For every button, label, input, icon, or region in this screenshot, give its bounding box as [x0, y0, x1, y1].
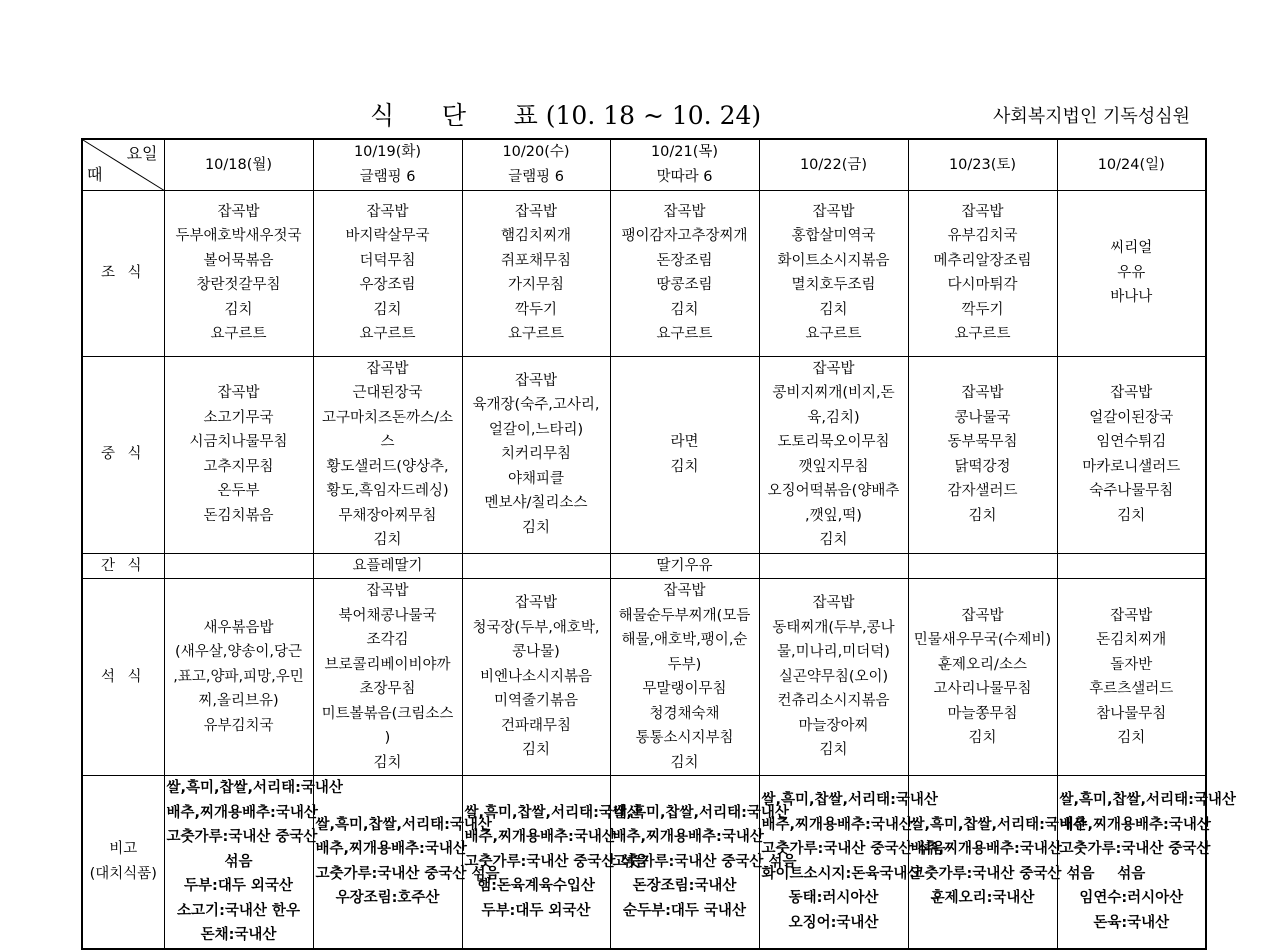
- menu-item: 마늘쫑무침: [947, 705, 1018, 722]
- menu-item: 동부묵무침: [947, 434, 1018, 450]
- menu-item: 근대된장국: [352, 385, 423, 401]
- menu-item: 땅콩조림: [656, 277, 713, 293]
- day-header: [610, 139, 759, 190]
- notes-label-line2: (대치식품): [89, 865, 157, 882]
- menu-item: 참나물무침: [1096, 705, 1167, 722]
- menu-cell: [313, 356, 462, 553]
- snack-cell: [759, 553, 908, 579]
- menu-item: 미트볼볶음(크림소스: [321, 705, 454, 722]
- menu-item: 깻잎지무침: [798, 458, 869, 475]
- origin-note-cell: [313, 776, 500, 949]
- menu-item: 멸치호두조림: [791, 277, 876, 293]
- origin-note-cell: [164, 776, 343, 949]
- origin-note-cell: [759, 776, 946, 949]
- menu-item: 청경채숙채: [649, 705, 720, 722]
- menu-item: 잡곡밥: [1110, 607, 1153, 624]
- origin-note-line: 고춧가루:국내산 중국산 섞음: [761, 841, 946, 858]
- menu-item: 해물순두부찌개(모듬: [618, 607, 751, 624]
- menu-item: 잡곡밥: [514, 372, 558, 389]
- day-date: 10/19(화): [353, 144, 422, 161]
- meal-label-lunch: 중 식: [82, 356, 164, 553]
- origin-note-cell: [1057, 776, 1236, 949]
- menu-item: 온두부: [217, 483, 260, 499]
- menu-cell: [313, 579, 462, 776]
- origin-note-line: 돈장조림:국내산: [632, 878, 737, 894]
- day-header: [908, 139, 1057, 190]
- menu-cell: [759, 579, 908, 776]
- origin-note-line: 순두부:대두 국내산: [623, 902, 746, 919]
- menu-item: 도토리묵오이무침: [777, 434, 890, 450]
- origin-note-line: 쌀,흑미,찹쌀,서리태:국내산: [464, 804, 641, 821]
- origin-note-line: 쌀,흑미,찹쌀,서리태:국내산: [315, 816, 492, 833]
- menu-item: 바지락살무국: [345, 228, 430, 244]
- notes-label-line1: 비고: [109, 841, 138, 858]
- origin-note-line: 소고기:국내산 한우: [177, 902, 300, 919]
- day-header: [313, 139, 462, 190]
- menu-item: 볼어묵볶음: [203, 252, 274, 269]
- menu-item: 김치: [819, 301, 848, 318]
- menu-item: 시금치나물무침: [189, 434, 288, 450]
- menu-item: 김치: [373, 532, 402, 548]
- origin-note-line: 쌀,흑미,찹쌀,서리태:국내산: [166, 780, 343, 796]
- snack-cell: 요플레딸기: [313, 553, 462, 579]
- menu-item: 콩비지찌개(비지,돈: [772, 385, 895, 401]
- origin-note-line: 고춧가루:국내산 중국산 섞음: [315, 865, 500, 882]
- origin-note-line: 고춧가루:국내산 중국산 섞음: [464, 853, 649, 870]
- origin-note-line: 섞음: [1117, 865, 1146, 882]
- origin-note-line: 배추,찌개용배추:국내산: [315, 841, 467, 858]
- origin-note-line: 고춧가루:국내산 중국산 섞음: [612, 853, 797, 870]
- menu-cell: [908, 356, 1057, 553]
- menu-cell: [759, 356, 908, 553]
- origin-note-line: 오징어:국내산: [788, 914, 879, 931]
- day-program: 글램핑 6: [508, 168, 564, 185]
- snack-cell: 딸기우유: [610, 553, 759, 579]
- notes-row: [82, 776, 1206, 949]
- origin-note-line: 배추,찌개용배추:국내산: [910, 841, 1062, 858]
- menu-item: 잡곡밥: [366, 203, 409, 220]
- menu-item: 청국장(두부,애호박,: [472, 619, 600, 636]
- corner-cell: [82, 139, 164, 190]
- menu-item: 요구르트: [507, 326, 565, 342]
- origin-note-line: 고춧가루:국내산 중국산: [166, 829, 318, 845]
- menu-item: 고구마치즈돈까스/소: [322, 409, 453, 426]
- origin-note-line: 돈육:국내산: [1093, 914, 1170, 931]
- menu-item: 창란젓갈무침: [196, 277, 281, 293]
- menu-item: 요구르트: [656, 326, 713, 342]
- menu-item: 잡곡밥: [217, 203, 260, 220]
- menu-item: 김치: [819, 742, 848, 759]
- meal-label-dinner: 석 식: [82, 579, 164, 776]
- menu-item: 새우볶음밥: [203, 619, 274, 636]
- origin-note-line: 쌀,흑미,찹쌀,서리태:국내산: [1059, 792, 1236, 809]
- menu-item: 요구르트: [210, 326, 267, 342]
- menu-item: 후르츠샐러드: [1089, 681, 1174, 697]
- menu-item: 야채피클: [507, 470, 565, 487]
- menu-item: 찌,올리브유): [198, 693, 279, 710]
- meal-label-breakfast: 조 식: [82, 190, 164, 356]
- menu-item: 우장조림: [359, 277, 416, 293]
- menu-cell: [1057, 190, 1206, 356]
- menu-item: 초장무침: [359, 681, 416, 697]
- menu-item: 치커리무침: [500, 446, 572, 463]
- day-date: 10/21(목): [650, 144, 719, 161]
- page-title: 식 단 표 (10. 18 ~ 10. 24): [370, 101, 762, 130]
- menu-cell: [164, 579, 313, 776]
- day-date: 10/23(토): [948, 156, 1017, 173]
- origin-note-line: 훈제오리:국내산: [930, 890, 1035, 907]
- menu-item: (새우살,양송이,당근: [175, 644, 302, 661]
- dinner-row: [82, 579, 1206, 776]
- menu-cell: [1057, 579, 1206, 776]
- day-header: [1057, 139, 1206, 190]
- menu-item: 햄김치찌개: [500, 228, 572, 244]
- menu-item: 오징어떡볶음(양배추: [767, 483, 900, 499]
- menu-item: 화이트소시지볶음: [777, 252, 890, 269]
- origin-note-line: 배추,찌개용배추:국내산: [166, 804, 318, 821]
- menu-item: 감자샐러드: [947, 483, 1018, 499]
- origin-note-line: 햄:돈육계육수입산: [477, 878, 595, 894]
- menu-item: 잡곡밥: [514, 595, 558, 612]
- breakfast-row: [82, 190, 1206, 356]
- menu-cell: [462, 356, 610, 553]
- menu-item: 잡곡밥: [961, 385, 1004, 401]
- lunch-row: [82, 356, 1206, 553]
- menu-item: 콩나물국: [954, 409, 1011, 426]
- day-date: 10/24(일): [1097, 156, 1165, 173]
- menu-item: 김치: [1117, 507, 1146, 524]
- menu-cell: [462, 579, 610, 776]
- menu-item: 육,김치): [807, 409, 860, 426]
- menu-cell: [164, 356, 313, 553]
- menu-item: 잡곡밥: [812, 203, 855, 220]
- origin-note-line: 쌀,흑미,찹쌀,서리태:국내산: [910, 816, 1087, 833]
- menu-item: 브로콜리베이비야까: [324, 656, 451, 673]
- origin-note-line: 동태:러시아산: [788, 890, 879, 907]
- menu-item: 닭떡강정: [954, 458, 1011, 475]
- menu-item: 김치: [521, 519, 550, 536]
- snack-cell: [164, 553, 313, 579]
- menu-item: 돈김치볶음: [203, 507, 274, 524]
- menu-item: 유부김치국: [203, 717, 274, 734]
- menu-item: 김치: [670, 301, 699, 318]
- menu-item: 잡곡밥: [1110, 385, 1153, 401]
- menu-cell: [610, 190, 759, 356]
- day-date: 10/20(수): [502, 144, 570, 161]
- menu-item: 김치: [968, 507, 997, 524]
- origin-note-line: 섞음: [224, 853, 253, 870]
- menu-item: 비엔나소시지볶음: [479, 668, 593, 685]
- menu-item: 요구르트: [805, 326, 862, 342]
- menu-cell: [313, 190, 462, 356]
- origin-note-cell: [610, 776, 797, 949]
- menu-item: 잡곡밥: [961, 607, 1004, 624]
- menu-item: 김치: [521, 742, 550, 759]
- menu-item: 건파래무침: [500, 717, 572, 734]
- menu-cell: [462, 190, 610, 356]
- menu-cell: [164, 190, 313, 356]
- menu-item: 실곤약무침(오이): [778, 668, 889, 685]
- origin-note-line: 고춧가루:국내산 중국산 섞음: [910, 865, 1095, 882]
- menu-item: 요구르트: [954, 326, 1011, 342]
- menu-item: 잡곡밥: [366, 583, 409, 599]
- origin-note-line: 배추,찌개용배추:국내산: [612, 829, 764, 845]
- menu-item: 콩나물): [512, 644, 560, 661]
- menu-item: 잡곡밥: [514, 203, 558, 220]
- menu-item: 김치: [968, 730, 997, 746]
- origin-note-line: 화이트소시지:돈육국내산: [761, 865, 922, 882]
- menu-item: ,표고,양파,피망,우민: [173, 668, 304, 685]
- snack-cell: [1057, 553, 1206, 579]
- menu-item: 다시마튀각: [947, 277, 1018, 293]
- menu-item: 육개장(숙주,고사리,: [472, 397, 600, 414]
- origin-note-line: 배추,찌개용배추:국내산: [761, 816, 913, 833]
- menu-item: 스: [380, 434, 395, 450]
- menu-item: 훈제오리/소스: [938, 656, 1027, 673]
- menu-item: 가지무침: [507, 277, 565, 293]
- origin-note-line: 두부:대두 외국산: [481, 902, 591, 919]
- menu-cell: [908, 190, 1057, 356]
- menu-item: ): [384, 730, 391, 746]
- day-header: [462, 139, 610, 190]
- menu-item: 고추지무침: [203, 458, 274, 475]
- menu-item: 쥐포채무침: [500, 252, 572, 269]
- origin-note-line: 배추,찌개용배추:국내산: [464, 829, 616, 845]
- menu-item: 무채장아찌무침: [338, 507, 437, 524]
- origin-note-line: 임연수:러시아산: [1079, 890, 1184, 907]
- snack-cell: [908, 553, 1057, 579]
- menu-cell: [610, 356, 759, 553]
- day-program: 글램핑 6: [359, 168, 416, 185]
- meal-label-snack: 간 식: [82, 553, 164, 579]
- menu-item: 해물,애호박,팽이,순: [621, 632, 748, 648]
- menu-item: 김치: [670, 458, 699, 475]
- menu-item: 라면: [670, 434, 699, 450]
- menu-item: 돌자반: [1110, 656, 1153, 673]
- menu-item: 돈김치찌개: [1096, 632, 1167, 648]
- menu-item: 씨리얼: [1110, 240, 1153, 257]
- menu-item: 소고기무국: [203, 409, 274, 426]
- origin-note-line: 쌀,흑미,찹쌀,서리태:국내산: [612, 804, 789, 821]
- menu-item: 홍합살미역국: [791, 228, 876, 244]
- menu-item: 김치: [819, 532, 848, 548]
- origin-note-line: 배추,찌개용배추:국내산: [1059, 816, 1211, 833]
- day-header: [164, 139, 313, 190]
- menu-item: 통통소시지부침: [635, 730, 734, 746]
- menu-item: 잡곡밥: [961, 203, 1004, 220]
- menu-item: 김치: [224, 301, 253, 318]
- menu-item: 컨츄리소시지볶음: [777, 693, 890, 710]
- menu-item: 두부): [667, 656, 702, 673]
- day-date: 10/22(금): [799, 156, 868, 173]
- menu-item: 잡곡밥: [663, 203, 706, 220]
- snack-cell: [462, 553, 610, 579]
- origin-note-line: 두부:대두 외국산: [184, 878, 293, 894]
- menu-item: 팽이감자고추장찌개: [621, 228, 748, 244]
- menu-item: 민물새우무국(수제비): [913, 632, 1052, 648]
- organization-name: 사회복지법인 기독성심원: [993, 106, 1190, 127]
- menu-cell: [759, 190, 908, 356]
- menu-item: 김치: [373, 754, 402, 771]
- menu-item: 잡곡밥: [663, 583, 706, 599]
- menu-item: 김치: [1117, 730, 1146, 746]
- menu-item: 깍두기: [514, 301, 558, 318]
- menu-item: 잡곡밥: [812, 595, 855, 612]
- menu-item: 얼갈이된장국: [1089, 409, 1174, 426]
- menu-item: 메추리알장조림: [933, 252, 1032, 269]
- menu-item: 깍두기: [961, 301, 1004, 318]
- menu-item: 동태찌개(두부,콩나: [772, 619, 895, 636]
- menu-item: 잡곡밥: [217, 385, 260, 401]
- meal-schedule-table: [81, 138, 1236, 950]
- menu-item: ,깻잎,떡): [805, 507, 862, 524]
- menu-item: 마카로니샐러드: [1082, 458, 1181, 475]
- menu-item: 요구르트: [359, 326, 416, 342]
- menu-item: 더덕무침: [359, 252, 416, 269]
- menu-item: 미역줄기볶음: [493, 693, 579, 710]
- menu-item: 김치: [670, 754, 699, 771]
- menu-item: 김치: [373, 301, 402, 318]
- menu-item: 돈장조림: [656, 252, 713, 269]
- weekday-label: 요일: [126, 144, 158, 163]
- menu-cell: [610, 579, 759, 776]
- menu-cell: [908, 579, 1057, 776]
- meal-time-label: 때: [87, 165, 103, 184]
- menu-item: 황도샐러드(양상추,: [326, 458, 449, 475]
- menu-item: 마늘장아찌: [798, 717, 869, 734]
- day-date: 10/18(월): [204, 156, 273, 173]
- menu-item: 황도,흑임자드레싱): [326, 483, 449, 499]
- menu-item: 무말랭이무침: [642, 681, 727, 697]
- menu-item: 멘보샤/칠리소스: [484, 495, 588, 512]
- menu-item: 두부애호박새우젓국: [175, 228, 302, 244]
- menu-item: 잡곡밥: [812, 360, 855, 377]
- menu-item: 우유: [1117, 264, 1146, 281]
- origin-note-line: 우장조림:호주산: [335, 890, 440, 907]
- origin-note-line: 쌀,흑미,찹쌀,서리태:국내산: [761, 792, 938, 809]
- header-row: [82, 139, 1206, 190]
- origin-note-line: 돈채:국내산: [200, 927, 277, 943]
- menu-item: 잡곡밥: [366, 360, 409, 377]
- menu-cell: [1057, 356, 1206, 553]
- day-program: 맛따라 6: [656, 168, 713, 185]
- menu-item: 얼갈이,느타리): [488, 421, 584, 438]
- menu-item: 임연수튀김: [1096, 434, 1167, 450]
- origin-note-cell: [462, 776, 649, 949]
- menu-item: 유부김치국: [947, 228, 1018, 244]
- menu-item: 조각김: [366, 632, 409, 648]
- menu-item: 북어채콩나물국: [338, 607, 437, 624]
- menu-item: 바나나: [1110, 289, 1153, 306]
- menu-item: 물,미나리,미더덕): [777, 644, 890, 661]
- snack-row: [82, 553, 1206, 579]
- notes-label: [82, 776, 164, 949]
- day-header: [759, 139, 908, 190]
- origin-note-line: 고춧가루:국내산 중국산: [1059, 841, 1211, 858]
- menu-item: 고사리나물무침: [933, 681, 1032, 697]
- menu-item: 숙주나물무침: [1089, 483, 1174, 499]
